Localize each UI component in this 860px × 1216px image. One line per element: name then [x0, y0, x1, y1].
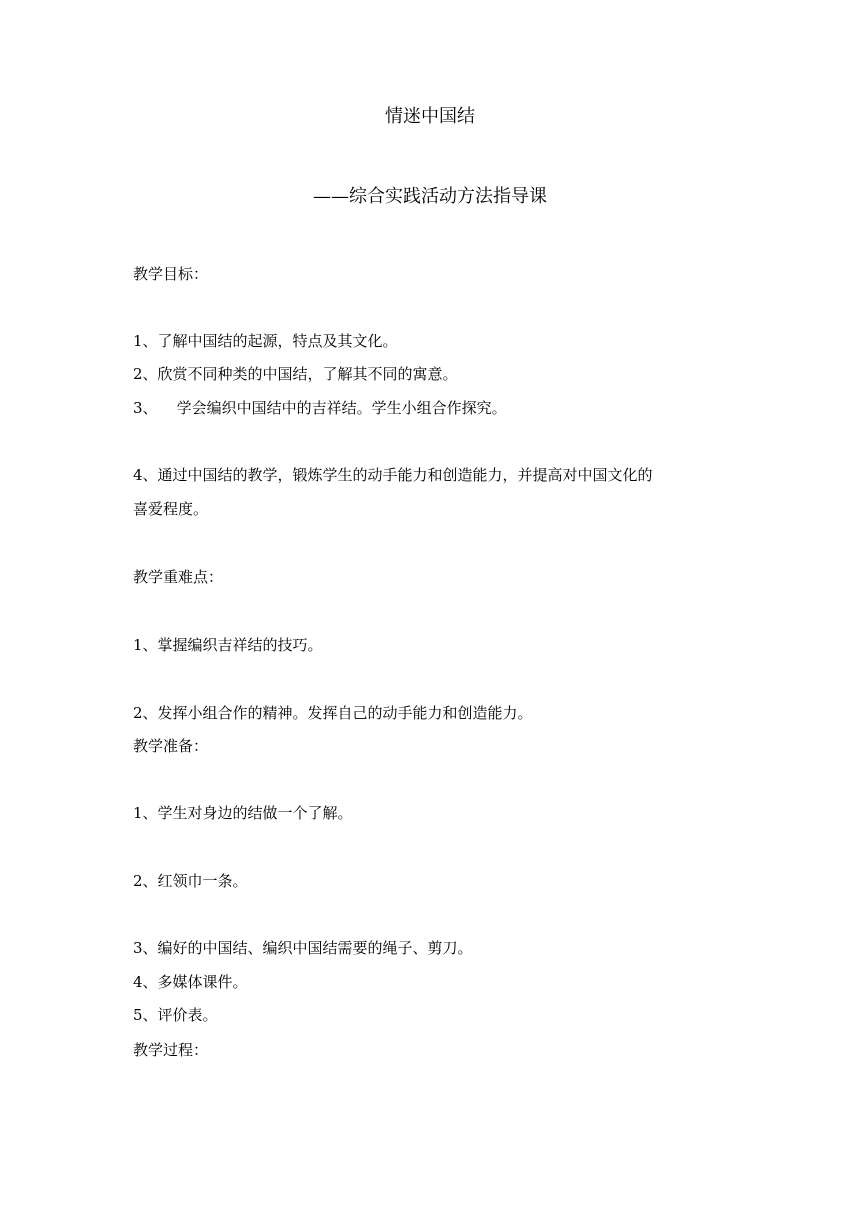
- process-heading: 教学过程：: [133, 1041, 209, 1059]
- document-title: 情迷中国结: [385, 106, 475, 127]
- document-subtitle: ——综合实践活动方法指导课: [313, 186, 547, 207]
- objective-item-4-continued: 喜爱程度。: [133, 500, 209, 518]
- key-point-item-2: 2、发挥小组合作的精神。发挥自己的动手能力和创造能力。: [133, 704, 533, 722]
- preparation-item-5: 5、评价表。: [133, 1006, 218, 1024]
- objective-item-3: 3、 学会编织中国结中的吉祥结。学生小组合作探究。: [133, 399, 507, 417]
- key-point-item-1: 1、掌握编织吉祥结的技巧。: [133, 636, 323, 654]
- objective-item-4: 4、通过中国结的教学，锻炼学生的动手能力和创造能力，并提高对中国文化的: [133, 466, 653, 484]
- key-points-heading: 教学重难点：: [133, 568, 224, 586]
- objective-item-2: 2、欣赏不同种类的中国结，了解其不同的寓意。: [133, 365, 458, 383]
- preparation-item-2: 2、红领巾一条。: [133, 872, 248, 890]
- preparation-heading: 教学准备：: [133, 737, 209, 755]
- preparation-item-3: 3、编好的中国结、编织中国结需要的绳子、剪刀。: [133, 939, 473, 957]
- preparation-item-4: 4、多媒体课件。: [133, 973, 248, 991]
- preparation-item-1: 1、学生对身边的结做一个了解。: [133, 804, 353, 822]
- objectives-heading: 教学目标：: [133, 265, 209, 283]
- objective-item-1: 1、了解中国结的起源，特点及其文化。: [133, 332, 398, 350]
